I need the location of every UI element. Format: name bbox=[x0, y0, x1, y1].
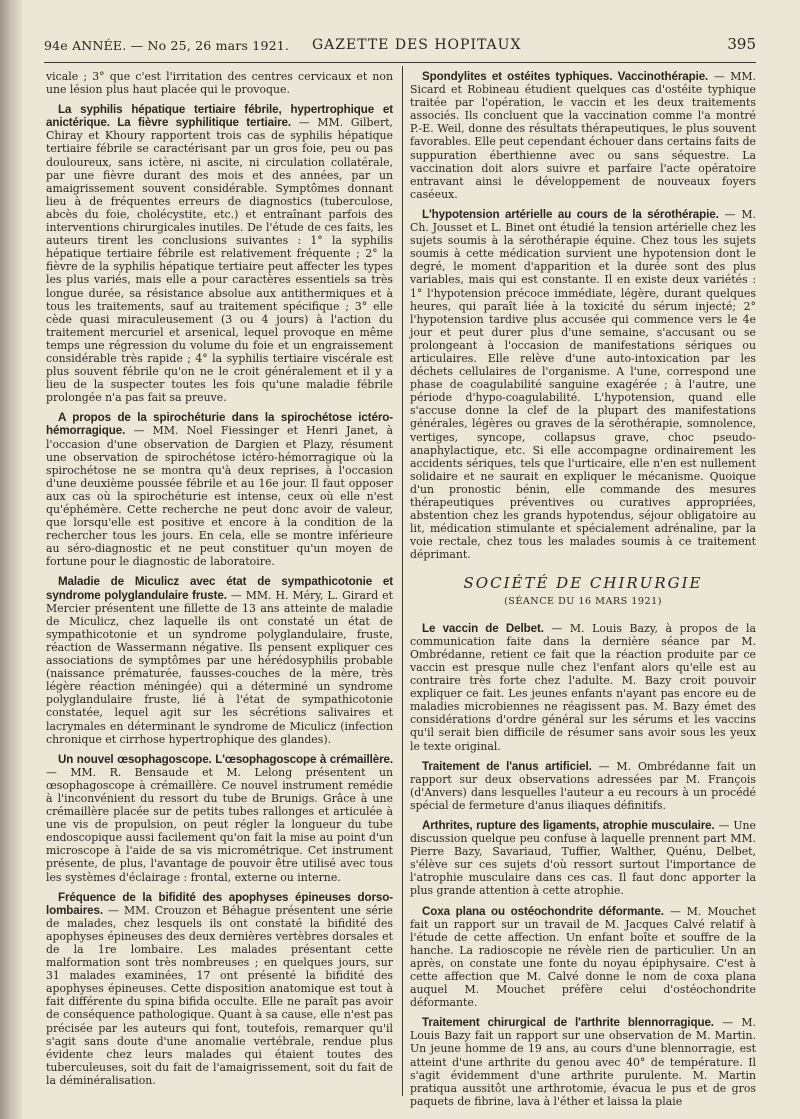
article bbox=[410, 760, 756, 812]
article bbox=[410, 208, 756, 562]
article-body: — M. Louis Bazy, à propos de la communication faite dans la dernière séance par M. Ombrédanne, retient ce fait que la réaction produite par ce vaccin est presque nulle chez l'enfant alors qu'elle est au contraire très forte chez l'adulte. M. Bazy croit pouvoir expliquer ce fait. Les jeunes enfants n'ayant pas encore eu de maladies microbiennes ne réagissent pas. M. Bazy émet des considérations d'ordre général sur les sérums et les vaccins qu'il serait bien difficile de résumer sans avoir sous les yeux le texte original. bbox=[410, 621, 756, 753]
article-title: A propos de la spirochéturie dans la spirochétose ictéro-hémorragique. bbox=[46, 411, 393, 438]
left-column bbox=[46, 70, 393, 1094]
article-title: Traitement chirurgical de l'arthrite blennorragique. bbox=[422, 1016, 714, 1030]
column-divider bbox=[402, 66, 403, 1096]
article bbox=[410, 622, 756, 753]
article-body: — MM. Sicard et Robineau étudient quelques cas d'ostéite typhique traitée par l'opération, le vaccin et les deux traitements associés. Ils concluent que la vaccination comme l'a montré P.-E. Weil, donne des résultats thérapeutiques, le plus souvent favorables. Elle peut cependant échouer dans certains faits de suppuration éberthienne avec ou sans séquestre. La vaccination doit alors suivre et parfaire l'acte opératoire entravant ainsi le développement de nouveaux foyers caséeux. bbox=[410, 70, 756, 201]
article-title: L'hypotension artérielle au cours de la sérothérapie. bbox=[422, 207, 719, 221]
article-body: — Une discussion quelque peu confuse à laquelle prennent part MM. Pierre Bazy, Savariaud, Tuffier, Walther, Quénu, Delbet, s'élève sur ces sujets d'où ressort surtout l'importance de l'atrophie musculaire dans ces cas. Il faut donc apporter la plus grande attention à cette atrophie. bbox=[410, 818, 756, 898]
right-column bbox=[410, 70, 756, 1115]
journal-title: GAZETTE DES HOPITAUX bbox=[312, 37, 522, 53]
header-divider bbox=[44, 62, 756, 63]
society-heading: SOCIÉTÉ DE CHIRURGIE bbox=[463, 574, 703, 593]
article bbox=[46, 575, 393, 745]
article-body: — M. Ch. Jousset et L. Binet ont étudié la tension artérielle chez les sujets soumis à la sérothérapie équine. Chez tous les sujets soumis à cette médication survient une hypotension dont le degré, le moment d'apparition et la durée sont des plus variables, mais qui est constante. Il en existe deux variétés : 1° l'hypotension précoce immédiate, légère, durant quelques heures, qui paraît liée à la toxicité du sérum injecté; 2° l'hypotension tardive plus accusée qui commence vers le 4e jour et peut durer plus d'une semaine, s'accusant ou se prolongeant à l'occasion de manifestations sériques ou articulaires. Elle relève d'une auto-intoxication par les déchets cellulaires de l'organisme. A l'une, correspond une phase de coagulabilité sanguine exagérée ; à l'autre, une période d'hypo-coagulabilité. L'hypotension, quand elle s'accuse donne la clef de la plupart des manifestations générales, légères ou graves de la sérothérapie, somnolence, vertiges, syncope, collapsus grave, choc pseudo-anaphylactique, etc. Si elle accompagne ordinairement les accidents sériques, tels que l'urticaire, elle n'en est nullement solidaire et ne saurait en expliquer le mécanisme. Quoique d'un pronostic bénin, elle commande des mesures thérapeutiques préventives ou curatives appropriées, abstention chez les grands hypotendus, séjour obligatoire au lit, médication stimulante et spécialement adrénaline, par la voie rectale, chez tous les malades soumis à ce traitement déprimant. bbox=[410, 207, 757, 562]
article bbox=[46, 411, 393, 568]
article bbox=[410, 819, 756, 898]
article bbox=[410, 1016, 756, 1108]
article-title: Spondylites et ostéites typhiques. Vaccinothérapie. bbox=[422, 70, 709, 83]
article-title: Le vaccin de Delbet. bbox=[422, 621, 544, 635]
article-title: Un nouvel œsophagoscope. L'œsophagoscope à crémaillère. bbox=[58, 752, 393, 766]
article bbox=[46, 103, 393, 404]
article-title: La syphilis hépatique tertiaire fébrile, hypertrophique et anictérique. La fièvre syphilitique tertiaire. bbox=[46, 103, 393, 130]
article-body: — M. Louis Bazy fait un rapport sur une observation de M. Martin. Un jeune homme de 19 ans, au cours d'une blennorragie, est atteint d'une arthrite du genou avec 40° de température. Il s'agit évidemment d'une arthrite purulente. M. Martin pratiqua aussitôt une arthrotomie, évacua le pus et de gros paquets de fibrine, lava à l'éther et laissa la plaie bbox=[410, 1016, 756, 1108]
article-body: — MM. R. Bensaude et M. Lelong présentent un œsophagoscope à crémaillère. Ce nouvel instrument remédie à l'inconvénient du ressort du tube de Brunigs. Grâce à une crémaillère placée sur de petits tubes rallonges et articulée à une vis de propulsion, on peut régler la longueur du tube endoscopique aussi facilement qu'on fait la mise au point d'un microscope à l'aide de sa vis micrométrique. Cet instrument présente, de plus, l'avantage de pouvoir être utilisé avec tous les systèmes d'éclairage : frontal, externe ou interne. bbox=[46, 765, 393, 884]
article-body: — MM. Gilbert, Chiray et Khoury rapportent trois cas de syphilis hépatique tertiaire fébrile se caractérisant par un gros foie, peu ou pas douloureux, sans ictère, ni ascite, ni circulation collatérale, par une fièvre durant des mois et des années, par un amaigrissement souvent considérable. Symptômes donnant lieu à de fréquentes erreurs de diagnostics (tuberculose, abcès du foie, cholécystite, etc.) et entraînant parfois des interventions chirurgicales inutiles. De l'étude de ces faits, les auteurs tirent les conclusions suivantes : 1° la syphilis hépatique tertiaire fébrile est relativement fréquente ; 2° la fièvre de la syphilis hépatique tertiaire peut affecter les types les plus variés, mais elle a pour caractères essentiels sa très longue durée, sa résistance absolue aux antithermiques et à tous les traitements, sauf au traitement spécifique ; 3° elle cède quasi miraculeusement (3 ou 4 jours) à l'action du traitement mercuriel et arsenical, lequel provoque en même temps une régression du volume du foie et un engraissement considérable très rapide ; 4° la syphilis tertiaire viscérale est plus souvent fébrile qu'on ne le croit généralement et il y a lieu de la suspecter toutes les fois qu'une maladie fébrile prolongée n'a pas fait sa preuve. bbox=[46, 116, 393, 405]
issue-info: 94e ANNÉE. — No 25, 26 mars 1921. bbox=[44, 38, 290, 53]
article bbox=[46, 753, 393, 884]
session-date: (SÉANCE DU 16 MARS 1921) bbox=[504, 595, 662, 607]
article bbox=[46, 891, 393, 1087]
article-title: Traitement de l'anus artificiel. bbox=[422, 759, 592, 773]
page-binding-shadow bbox=[0, 0, 22, 1119]
page-header bbox=[44, 34, 756, 56]
article-body: vicale ; 3° que c'est l'irritation des centres cervicaux et non une lésion plus haut placée qui le provoque. bbox=[46, 70, 393, 97]
article-body: — M. Mouchet fait un rapport sur un travail de M. Jacques Calvé relatif à l'étude de cette affection. Un enfant boîte et souffre de la hanche. La radioscopie ne révèle rien de particulier. Un an après, on constate une fonte du noyau épiphysaire. C'est à cette affection que M. Calvé donne le nom de coxa plana auquel M. Mouchet préfère celui d'ostéochondrite déformante. bbox=[410, 904, 756, 1010]
article-title: Maladie de Miculicz avec état de sympathicotonie et syndrome polyglandulaire fruste. bbox=[46, 575, 393, 602]
article-body: — MM. Crouzon et Béhague présentent une série de malades, chez lesquels ils ont constaté la bifidité des apophyses épineuses des deux dernières vertèbres dorsales et de la 1re lombaire. Les malades présentant cette malformation sont très nombreuses ; en quelques jours, sur 31 malades examinées, 17 ont présenté la bifidité des apophyses épineuses. Cette disposition anatomique est tout à fait différente du spina bifida occulte. Elle ne paraît pas avoir de conséquence pathologique. Quant à sa cause, elle n'est pas précisée par les auteurs qui font, toutefois, remarquer qu'il s'agit sans doute d'une anomalie vertébrale, rendue plus évidente chez leurs malades qui étaient toutes des tuberculeuses, soit du fait de l'amaigrissement, soit du fait de la déminéralisation. bbox=[46, 903, 393, 1087]
article bbox=[410, 905, 756, 1010]
article-body: — M. Ombrédanne fait un rapport sur deux observations adressées par M. François (d'Anvers) dans lesquelles l'auteur a eu recours à un procédé spécial de fermeture d'anus iliaques définitifs. bbox=[410, 759, 756, 812]
article-title: Coxa plana ou ostéochondrite déformante. bbox=[422, 904, 664, 918]
article-continued bbox=[46, 70, 393, 96]
article-body: — MM. Noel Fiessinger et Henri Janet, à l'occasion d'une observation de Dargien et Plazy, résument une observation de spirochétose ictéro-hémorragique où la spirochétose ne se montra qu'à deux reprises, à l'occasion d'une deuxième poussée fébrile et au 16e jour. Il faut opposer aux cas où la spirochéturie est intense, ceux où elle n'est qu'éphémère. Cette recherche ne peut donc avoir de valeur, que lorsqu'elle est positive et encore à la condition de la rechercher tous les jours. En cela, elle se montre inférieure au séro-diagnostic et ne peut constituer qu'un moyen de fortune pour le diagnostic de laboratoire. bbox=[46, 424, 393, 569]
article-body: — MM. H. Méry, L. Girard et Mercier présentent une fillette de 13 ans atteinte de maladie de Miculicz, chez laquelle ils ont constaté un état de sympathicotonie et un syndrome polyglandulaire, fruste, réaction de Wassermann négative. Ils pensent expliquer ces associations de symptômes par une hérédosyphilis probable (naissance prématurée, fausses-couches de la mère, très légère réaction méningée) qui a déterminé un syndrome polyglandulaire fruste, lié à l'état de sympathicotonie constatée, lequel agit sur les sécrétions salivaires et lacrymales en déterminant le syndrome de Miculicz (infection chronique et cirrhose hypertrophique des glandes). bbox=[46, 588, 393, 746]
article bbox=[410, 70, 756, 201]
article-title: Fréquence de la bifidité des apophyses épineuses dorso-lombaires. bbox=[46, 890, 393, 917]
article-title: Arthrites, rupture des ligaments, atrophie musculaire. bbox=[422, 818, 715, 832]
page-number: 395 bbox=[727, 35, 756, 53]
